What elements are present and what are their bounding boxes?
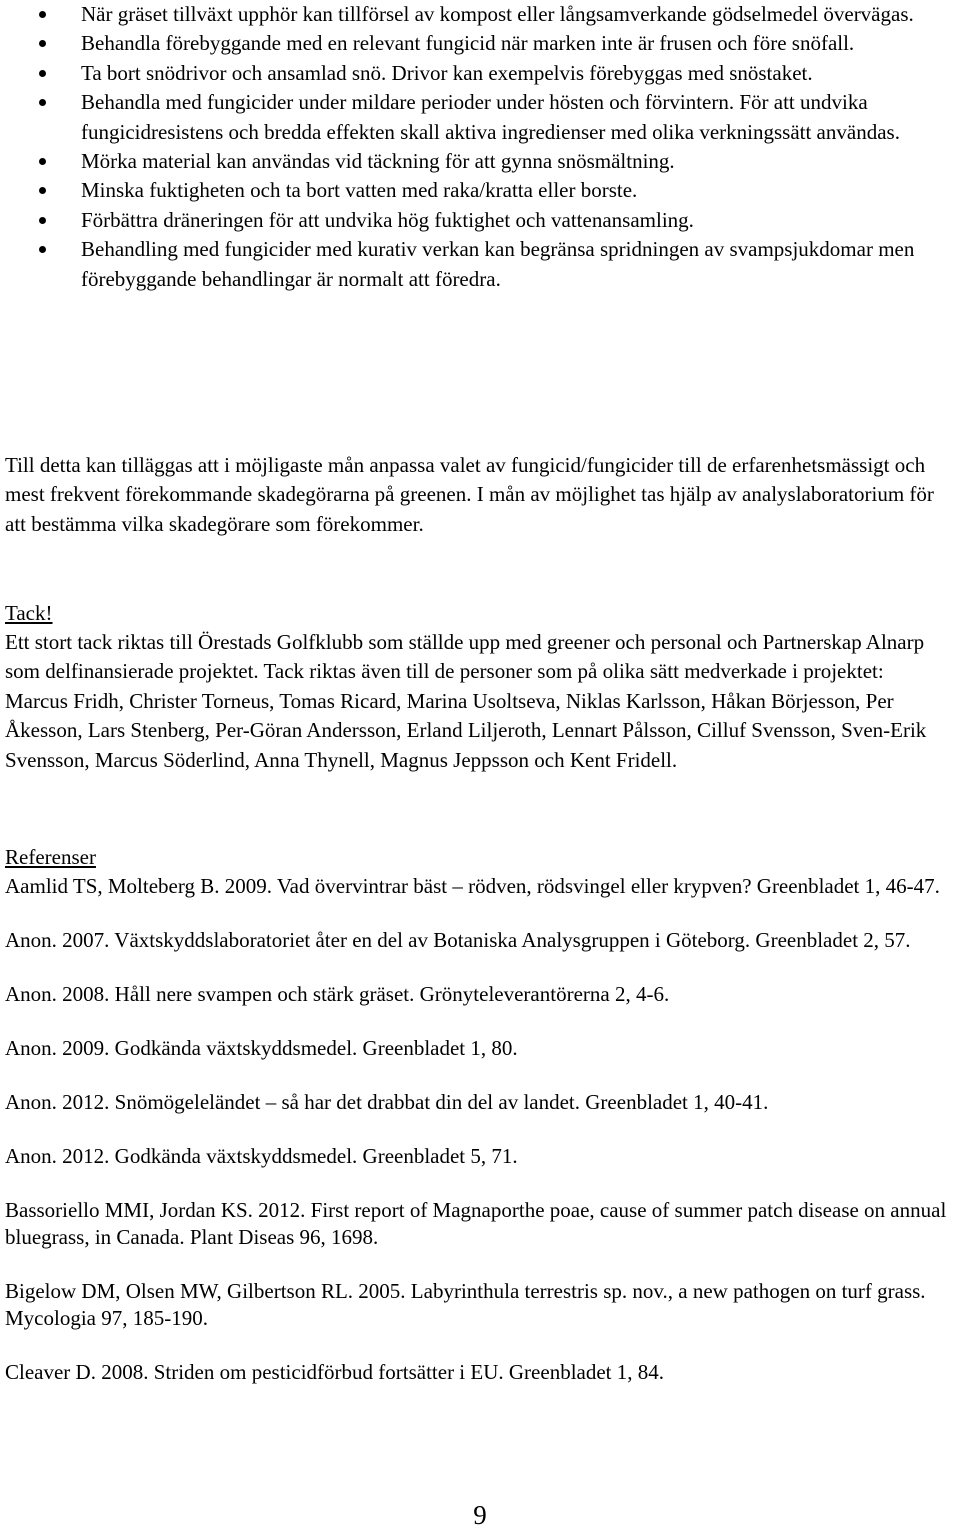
bullet-icon: [39, 246, 46, 253]
list-item-text: Mörka material kan användas vid täckning för att gynna snösmältning.: [81, 149, 675, 174]
reference-item: Cleaver D. 2008. Striden om pesticidförbud fortsätter i EU. Greenbladet 1, 84.: [5, 1360, 664, 1384]
list-item-text: Minska fuktigheten och ta bort vatten med raka/kratta eller borste.: [81, 178, 638, 203]
reference-list: [5, 873, 960, 1386]
bullet-icon: [39, 99, 46, 106]
reference-item: Anon. 2008. Håll nere svampen och stärk gräset. Grönyteleverantörerna 2, 4-6.: [5, 982, 670, 1006]
reference-item: Bigelow DM, Olsen MW, Gilbertson RL. 2005. Labyrinthula terrestris sp. nov., a new pathogen on turf grass. Mycologia 97, 185-190.: [5, 1279, 926, 1330]
recommendation-list: [0, 0, 960, 294]
list-item: [0, 147, 960, 176]
bullet-icon: [39, 70, 46, 77]
list-item: [0, 235, 960, 294]
list-item: [0, 176, 960, 205]
list-item-text: Ta bort snödrivor och ansamlad snö. Drivor kan exempelvis förebyggas med snöstaket.: [81, 60, 813, 85]
list-item: [0, 206, 960, 235]
bullet-icon: [39, 158, 46, 165]
list-item: [0, 0, 960, 29]
reference-item: Anon. 2012. Godkända växtskyddsmedel. Greenbladet 5, 71.: [5, 1144, 518, 1168]
thanks-paragraph: Ett stort tack riktas till Örestads Golfklubb som ställde upp med greener och personal och Partnerskap Alnarp som delfinansierade projektet. Tack riktas även till de personer som på olika sätt medverkade i projektet: Marcus Fridh, Christer Torneus, Tomas Ricard, Marina Usoltseva, Niklas Karlsson, Håkan Börjesson, Per Åkesson, Lars Stenberg, Per-Göran Andersson, Erland Liljeroth, Lennart Pålsson, Cilluf Svensson, Sven-Erik Svensson, Marcus Söderlind, Anna Thynell, Magnus Jeppsson och Kent Fridell.: [5, 630, 927, 772]
bullet-icon: [39, 40, 46, 47]
list-item-text: Behandling med fungicider med kurativ verkan kan begränsa spridningen av svampsjukdomar men förebyggande behandlingar är normalt att föredra.: [81, 237, 915, 291]
list-item: [0, 88, 960, 147]
thanks-heading: Tack!: [5, 601, 53, 625]
page-number: 9: [473, 1500, 487, 1530]
references-heading: Referenser: [5, 845, 96, 869]
bullet-icon: [39, 11, 46, 18]
list-item-text: Behandla med fungicider under mildare perioder under hösten och förvintern. För att undvika fungicidresistens och bredda effekten skall aktiva ingredienser med olika verkningssätt användas.: [81, 90, 900, 144]
bullet-icon: [39, 187, 46, 194]
reference-item: Anon. 2012. Snömögeleländet – så har det drabbat din del av landet. Greenbladet 1, 40-41.: [5, 1090, 769, 1114]
reference-item: Aamlid TS, Molteberg B. 2009. Vad övervintrar bäst – rödven, rödsvingel eller krypven? Greenbladet 1, 46-47.: [5, 874, 940, 898]
list-item: [0, 29, 960, 58]
list-item-text: Förbättra dräneringen för att undvika hög fuktighet och vattenansamling.: [81, 207, 694, 232]
bullet-icon: [39, 217, 46, 224]
reference-item: Anon. 2009. Godkända växtskyddsmedel. Greenbladet 1, 80.: [5, 1036, 518, 1060]
list-item-text: Behandla förebyggande med en relevant fungicid när marken inte är frusen och före snöfall.: [81, 31, 855, 56]
list-item-text: När gräset tillväxt upphör kan tillförsel av kompost eller långsamverkande gödselmedel övervägas.: [81, 2, 914, 26]
reference-item: Bassoriello MMI, Jordan KS. 2012. First report of Magnaporthe poae, cause of summer patch disease on annual bluegrass, in Canada. Plant Diseas 96, 1698.: [5, 1198, 947, 1249]
reference-item: Anon. 2007. Växtskyddslaboratoriet åter en del av Botaniska Analysgruppen i Göteborg. Greenbladet 2, 57.: [5, 928, 911, 952]
intro-paragraph: Till detta kan tilläggas att i möjligaste mån anpassa valet av fungicid/fungicider till de erfarenhetsmässigt och mest frekvent förekommande skadegörarna på greenen. I mån av möjlighet tas hjälp av analyslaboratorium för att bestämma vilka skadegörare som förekommer.: [5, 453, 934, 536]
list-item: [0, 59, 960, 88]
